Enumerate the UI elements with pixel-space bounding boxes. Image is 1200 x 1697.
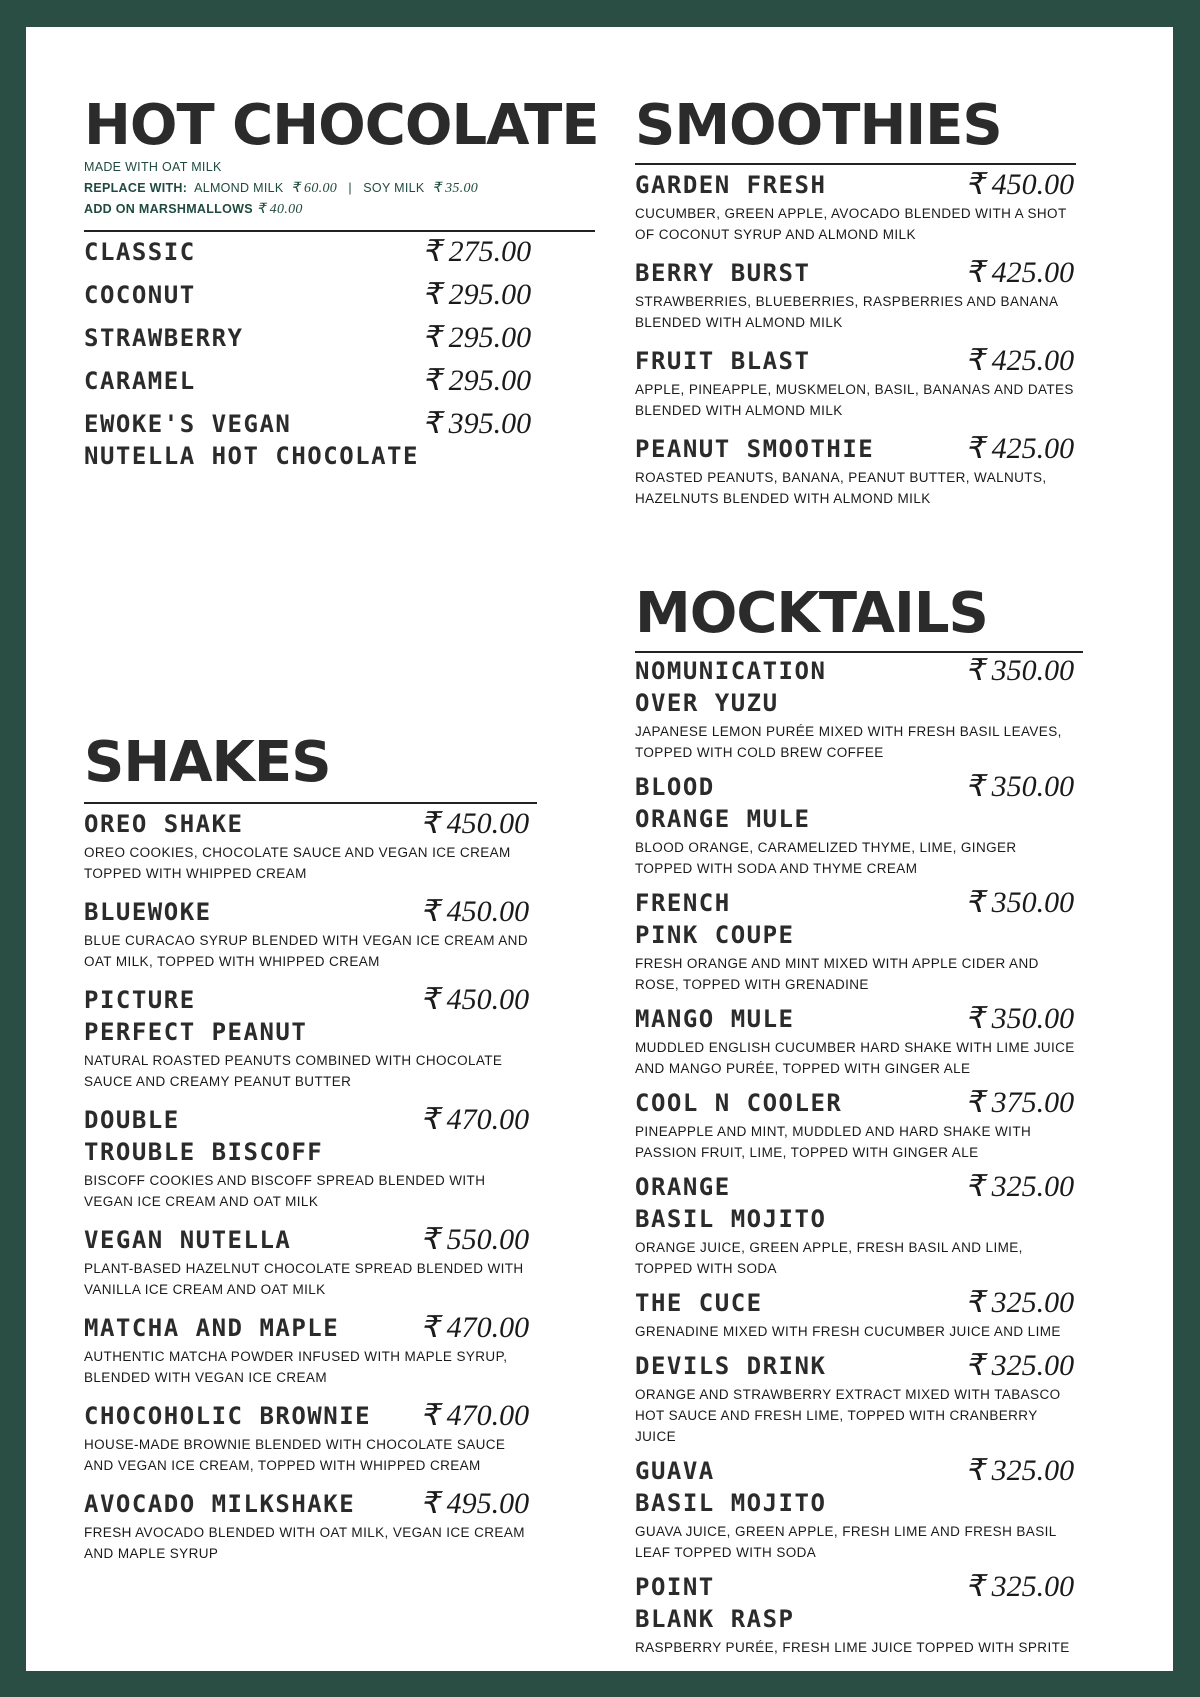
item-name: GUAVA (635, 1457, 715, 1485)
item-price: ₹ 325.00 (965, 1286, 1075, 1319)
menu-item (84, 1104, 624, 1212)
menu-item (635, 1087, 1115, 1163)
menu-item (84, 984, 624, 1092)
menu-item (635, 257, 1115, 333)
item-price: ₹ 325.00 (965, 1349, 1075, 1382)
item-name: CHOCOHOLIC BROWNIE (84, 1402, 372, 1430)
item-name: DEVILS DRINK (635, 1352, 827, 1380)
soy-milk-price: ₹ 35.00 (432, 181, 479, 196)
addon-label: ADD ON MARSHMALLOWS (84, 202, 253, 216)
menu-item (635, 169, 1115, 245)
menu-item (635, 771, 1115, 879)
mocktails-section (635, 581, 1115, 1658)
item-price: ₹ 295.00 (422, 364, 532, 397)
addon-price: ₹ 40.00 (256, 202, 303, 217)
item-price: ₹ 425.00 (965, 256, 1075, 289)
menu-item (635, 1171, 1115, 1279)
item-price: ₹ 395.00 (422, 407, 532, 440)
item-name: AVOCADO MILKSHAKE (84, 1490, 356, 1518)
item-description: APPLE, PINEAPPLE, MUSKMELON, BASIL, BANANAS AND DATES BLENDED WITH ALMOND MILK (635, 382, 1074, 418)
item-name-line2: BLANK RASP (635, 1605, 795, 1633)
item-price: ₹ 325.00 (965, 1170, 1075, 1203)
item-description: PINEAPPLE AND MINT, MUDDLED AND HARD SHAKE WITH PASSION FRUIT, LIME, TOPPED WITH GINGER ALE (635, 1124, 1032, 1160)
item-name: COOL N COOLER (635, 1089, 843, 1117)
smoothies-title: SMOOTHIES (635, 93, 1002, 158)
menu-item (84, 408, 624, 472)
item-price: ₹ 375.00 (965, 1086, 1075, 1119)
shakes-title: SHAKES (84, 730, 331, 795)
item-price: ₹ 350.00 (965, 770, 1075, 803)
item-price: ₹ 495.00 (420, 1487, 530, 1520)
item-name: BERRY BURST (635, 259, 811, 287)
shakes-section (84, 730, 624, 1564)
item-description: GRENADINE MIXED WITH FRESH CUCUMBER JUICE AND LIME (635, 1324, 1061, 1339)
item-description: FRESH AVOCADO BLENDED WITH OAT MILK, VEGAN ICE CREAM AND MAPLE SYRUP (84, 1525, 525, 1561)
right-column (635, 93, 1115, 1655)
item-name-line2: NUTELLA HOT CHOCOLATE (84, 442, 419, 470)
menu-item (84, 1400, 624, 1476)
item-price: ₹ 275.00 (422, 235, 532, 268)
item-name-line2: OVER YUZU (635, 689, 779, 717)
item-description: CUCUMBER, GREEN APPLE, AVOCADO BLENDED WITH A SHOT OF COCONUT SYRUP AND ALMOND MILK (635, 206, 1067, 242)
item-name: BLUEWOKE (84, 898, 212, 926)
item-price: ₹ 350.00 (965, 654, 1075, 687)
item-name: POINT (635, 1573, 715, 1601)
item-description: STRAWBERRIES, BLUEBERRIES, RASPBERRIES AND BANANA BLENDED WITH ALMOND MILK (635, 294, 1058, 330)
item-description: OREO COOKIES, CHOCOLATE SAUCE AND VEGAN ICE CREAM TOPPED WITH WHIPPED CREAM (84, 845, 511, 881)
item-name: CARAMEL (84, 367, 196, 395)
item-price: ₹ 450.00 (965, 168, 1075, 201)
item-name: BLOOD (635, 773, 715, 801)
item-description: BLUE CURACAO SYRUP BLENDED WITH VEGAN ICE CREAM AND OAT MILK, TOPPED WITH WHIPPED CREAM (84, 933, 528, 969)
item-description: NATURAL ROASTED PEANUTS COMBINED WITH CHOCOLATE SAUCE AND CREAMY PEANUT BUTTER (84, 1053, 503, 1089)
menu-item (84, 322, 624, 365)
menu-item (84, 365, 624, 408)
item-name: STRAWBERRY (84, 324, 244, 352)
addon-note (84, 199, 624, 220)
item-name: EWOKE'S VEGAN (84, 410, 292, 438)
left-column (84, 93, 624, 1561)
item-description: ORANGE JUICE, GREEN APPLE, FRESH BASIL AND LIME, TOPPED WITH SODA (635, 1240, 1023, 1276)
item-description: MUDDLED ENGLISH CUCUMBER HARD SHAKE WITH LIME JUICE AND MANGO PURÉE, TOPPED WITH GINGER ALE (635, 1040, 1075, 1076)
menu-item (635, 345, 1115, 421)
item-name-line2: TROUBLE BISCOFF (84, 1138, 324, 1166)
item-name: ORANGE (635, 1173, 731, 1201)
item-price: ₹ 350.00 (965, 886, 1075, 919)
item-name: MANGO MULE (635, 1005, 795, 1033)
smoothies-section (635, 93, 1115, 509)
item-name-line2: PERFECT PEANUT (84, 1018, 308, 1046)
hot-chocolate-section (84, 93, 624, 472)
menu-item (84, 236, 624, 279)
mocktails-title: MOCKTAILS (635, 581, 988, 646)
menu-item (635, 1003, 1115, 1079)
menu-item (635, 1571, 1115, 1658)
item-name: PEANUT SMOOTHIE (635, 435, 875, 463)
item-name: OREO SHAKE (84, 810, 244, 838)
item-name-line2: PINK COUPE (635, 921, 795, 949)
item-name: FRENCH (635, 889, 731, 917)
item-name: PICTURE (84, 986, 196, 1014)
item-price: ₹ 450.00 (420, 895, 530, 928)
item-name-line2: BASIL MOJITO (635, 1489, 827, 1517)
item-name: NOMUNICATION (635, 657, 827, 685)
item-description: ROASTED PEANUTS, BANANA, PEANUT BUTTER, WALNUTS, HAZELNUTS BLENDED WITH ALMOND MILK (635, 470, 1047, 506)
item-description: FRESH ORANGE AND MINT MIXED WITH APPLE CIDER AND ROSE, TOPPED WITH GRENADINE (635, 956, 1039, 992)
item-name-line2: BASIL MOJITO (635, 1205, 827, 1233)
menu-item (84, 1488, 624, 1564)
item-price: ₹ 470.00 (420, 1399, 530, 1432)
item-description: JAPANESE LEMON PURÉE MIXED WITH FRESH BASIL LEAVES, TOPPED WITH COLD BREW COFFEE (635, 724, 1062, 760)
item-price: ₹ 325.00 (965, 1454, 1075, 1487)
item-price: ₹ 425.00 (965, 432, 1075, 465)
replace-label: REPLACE WITH: (84, 181, 188, 195)
item-name: FRUIT BLAST (635, 347, 811, 375)
item-description: RASPBERRY PURÉE, FRESH LIME JUICE TOPPED WITH SPRITE (635, 1640, 1070, 1655)
item-name: MATCHA AND MAPLE (84, 1314, 340, 1342)
item-price: ₹ 425.00 (965, 344, 1075, 377)
menu-item (84, 808, 624, 884)
soy-milk-label: SOY MILK (363, 181, 425, 195)
replace-note (84, 178, 624, 199)
menu-item (635, 1287, 1115, 1342)
menu-item (635, 1455, 1115, 1563)
item-price: ₹ 470.00 (420, 1103, 530, 1136)
menu-sheet (26, 27, 1173, 1671)
hot-chocolate-title: HOT CHOCOLATE (84, 93, 599, 158)
item-price: ₹ 450.00 (420, 807, 530, 840)
menu-item (84, 1312, 624, 1388)
almond-milk-price: ₹ 60.00 (291, 181, 338, 196)
shakes-divider (84, 802, 537, 804)
mocktails-divider (635, 651, 1083, 653)
hot-chocolate-divider (84, 230, 595, 232)
menu-item (84, 1224, 624, 1300)
item-price: ₹ 470.00 (420, 1311, 530, 1344)
item-name: CLASSIC (84, 238, 196, 266)
item-description: BISCOFF COOKIES AND BISCOFF SPREAD BLENDED WITH VEGAN ICE CREAM AND OAT MILK (84, 1173, 486, 1209)
menu-item (635, 1350, 1115, 1447)
hot-chocolate-notes (84, 157, 624, 220)
menu-item (635, 433, 1115, 509)
almond-milk-label: ALMOND MILK (194, 181, 284, 195)
item-price: ₹ 550.00 (420, 1223, 530, 1256)
item-price: ₹ 450.00 (420, 983, 530, 1016)
item-name: DOUBLE (84, 1106, 180, 1134)
item-description: AUTHENTIC MATCHA POWDER INFUSED WITH MAPLE SYRUP, BLENDED WITH VEGAN ICE CREAM (84, 1349, 508, 1385)
item-name: COCONUT (84, 281, 196, 309)
item-description: BLOOD ORANGE, CARAMELIZED THYME, LIME, GINGER TOPPED WITH SODA AND THYME CREAM (635, 840, 1017, 876)
menu-item (84, 279, 624, 322)
item-name-line2: ORANGE MULE (635, 805, 811, 833)
item-name: VEGAN NUTELLA (84, 1226, 292, 1254)
item-description: PLANT-BASED HAZELNUT CHOCOLATE SPREAD BLENDED WITH VANILLA ICE CREAM AND OAT MILK (84, 1261, 524, 1297)
menu-item (635, 887, 1115, 995)
item-description: ORANGE AND STRAWBERRY EXTRACT MIXED WITH TABASCO HOT SAUCE AND FRESH LIME, TOPPED WITH CRANBERRY JUICE (635, 1387, 1061, 1444)
item-name: GARDEN FRESH (635, 171, 827, 199)
item-name: THE CUCE (635, 1289, 763, 1317)
note-separator: | (348, 181, 352, 195)
item-price: ₹ 325.00 (965, 1570, 1075, 1603)
oat-milk-note: MADE WITH OAT MILK (84, 160, 222, 174)
item-price: ₹ 295.00 (422, 278, 532, 311)
item-price: ₹ 350.00 (965, 1002, 1075, 1035)
item-price: ₹ 295.00 (422, 321, 532, 354)
menu-item (635, 655, 1115, 763)
item-description: GUAVA JUICE, GREEN APPLE, FRESH LIME AND FRESH BASIL LEAF TOPPED WITH SODA (635, 1524, 1057, 1560)
smoothies-divider (635, 163, 1076, 165)
menu-item (84, 896, 624, 972)
item-description: HOUSE-MADE BROWNIE BLENDED WITH CHOCOLATE SAUCE AND VEGAN ICE CREAM, TOPPED WITH WHIPPED CREAM (84, 1437, 506, 1473)
